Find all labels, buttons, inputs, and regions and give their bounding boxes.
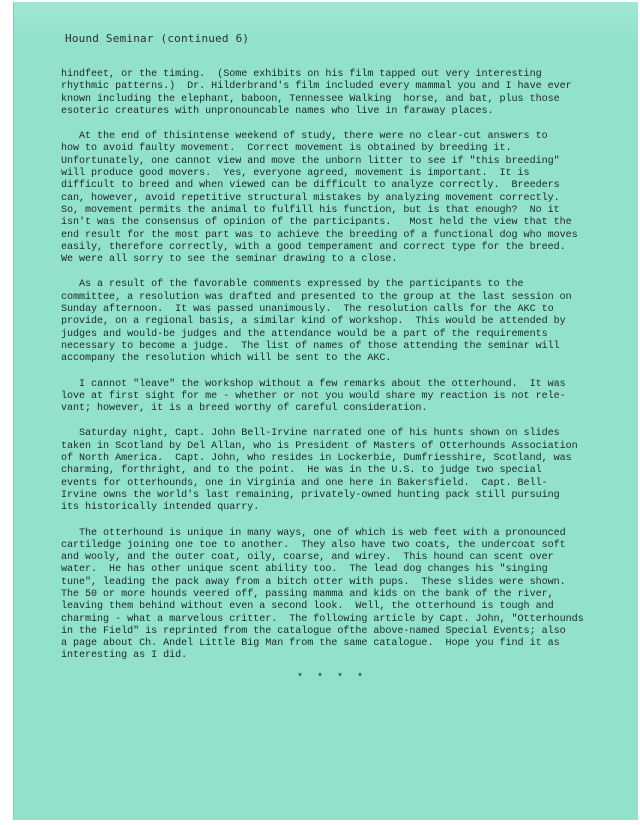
document-page [13,2,638,820]
paragraph-otterhound-intro: I cannot "leave" the workshop without a few remarks about the otterhound. It was love at first sight for me - whether or not you would share my reaction is not rele- vant; however, it is a breed worthy of careful consideration. [61,378,566,415]
paragraph-otterhound-traits: The otterhound is unique in many ways, one of which is web feet with a pronounced cartiledge joining one toe to another. They also have two coats, the undercoat soft and wooly, and the outer coat, oily, coarse, and wirey. This hound can scent over water. He has other unique scent ability too. The lead dog changes his "singing tune", leading the pack away from a bitch otter with pups. These slides were shown. The 50 or more hounds veered off, passing mamma and kids on the bank of the river, leaving them behind without even a second look. Well, the otterhound is tough and charming - what a marvelous critter. The following article by Capt. John, "Otterhounds in the Field" is reprinted from the catalogue ofthe above-named Special Events; also a page about Ch. Andel Little Big Man from the same catalogue. Hope you find it as interesting as I did. [61,527,584,662]
section-end-asterisks: * * * * [297,672,368,684]
paragraph-film-conclusion: hindfeet, or the timing. (Some exhibits on his film tapped out very interesting rhythmic patterns.) Dr. Hilderbrand's film included every mammal you and I have ever known including the elephant, baboon, Tennessee Walking horse, and bat, plus those esoteric creatures with unpronouncable names who live in faraway places. [61,69,572,117]
document-body [61,69,631,684]
page-header: Hound Seminar (continued 6) [65,32,250,45]
paragraph-seminar-end: At the end of thisintense weekend of study, there were no clear-cut answers to how to avoid faulty movement. Correct movement is obtained by breeding it. Unfortunately, one cannot view and move the unborn litter to see if "this breeding" will produce good movers. Yes, everyone agreed, movement is important. It is difficult to breed and when viewed can be difficult to analyze correctly. Breeders can, however, avoid repetitive structural mistakes by analyzing movement correctly. So, movement permits the animal to fulfill his function, but is that enough? No it isn't was the consensus of opinion of the participants. Most held the view that the end result for the most part was to achieve the breeding of a functional dog who moves easily, therefore correctly, with a good temperament and correct type for the breed. We were all sorry to see the seminar drawing to a close. [61,131,578,266]
paragraph-resolution: As a result of the favorable comments expressed by the participants to the committee, a resolution was drafted and presented to the group at the last session on Sunday afternoon. It was passed unanimously. The resolution calls for the AKC to provide, on a regional basis, a similar kind of workshop. This would be attended by judges and would-be judges and the attendance would be a part of the requirements necessary to become a judge. The list of names of those attending the seminar will accompany the resolution which will be sent to the AKC. [61,279,572,365]
paragraph-capt-john: Saturday night, Capt. John Bell-Irvine narrated one of his hunts shown on slides taken in Scotland by Del Allan, who is President of Masters of Otterhounds Association of North America. Capt. John, who resides in Lockerbie, Dumfriesshire, Scotland, was charming, forthright, and to the point. He was in the U.S. to judge two special events for otterhounds, one in Virginia and one here in Bakersfield. Capt. Bell- Irvine owns the world's last remaining, privately-owned hunting pack still pursuing its historically intended quarry. [61,428,578,514]
